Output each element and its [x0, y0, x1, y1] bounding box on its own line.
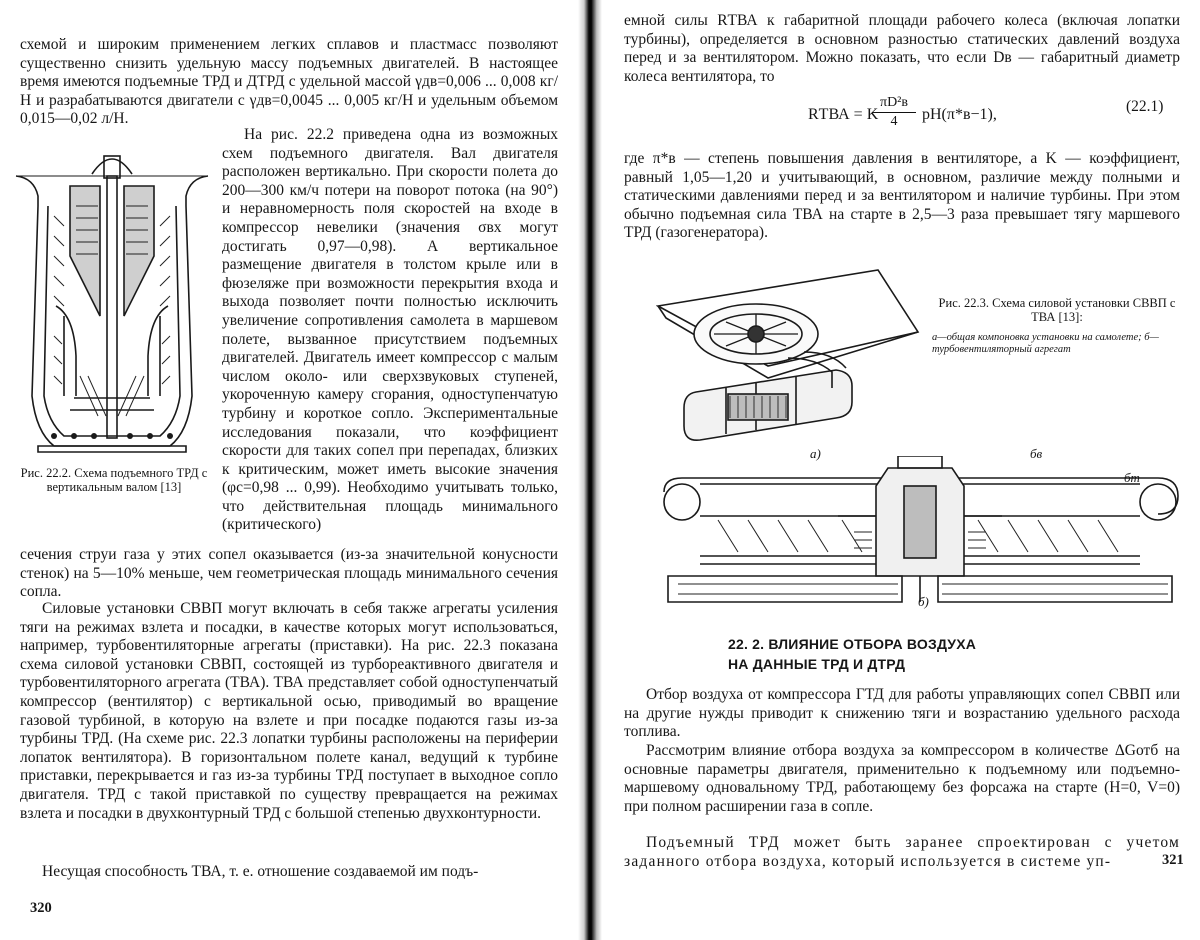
left-top-paragraph-text: схемой и широким применением легких сплавов и пластмасс позволяют существенно снизить удельную массу подъемных двигателей. В настоящее время имеются подъемные ТРД и ДТРД с удельной массой γдв=0,006 ... 0,008 кг/Н и разрабатываются двигатели с γдв=0,0045 ... 0,005 кг/Н и удельным объемом 0,015—0,02 л/Н. [20, 36, 558, 128]
formula-rhs: pН(π*в−1), [922, 106, 997, 123]
right-paragraph-3-text: Подъемный ТРД может быть заранее спроектирован с учетом заданного отбора воздуха, который используется в системе уп- [624, 834, 1180, 870]
formula-lhs: RТВА = K [808, 106, 879, 123]
book-spine [578, 0, 602, 940]
figure-22-3-legend-text: а—общая компоновка установки на самолете; б—турбовентиляторный агрегат [932, 332, 1159, 355]
right-top-paragraph-text: емной силы RТВА к габаритной площади рабочего колеса (включая лопатки турбины), определяется в основном разностью статических давлений воздуха перед и за вентилятором. Можно показать, что если Dв — габаритный диаметр колеса вентилятора, то [624, 12, 1180, 85]
formula-number: (22.1) [1126, 98, 1164, 115]
figure-22-3-caption-text: Рис. 22.3. Схема силовой установки СВВП с ТВА [13]: [938, 296, 1176, 324]
formula-22-1 [808, 94, 1028, 138]
formula-fraction [872, 94, 916, 131]
section-heading-line-1: 22. 2. ВЛИЯНИЕ ОТБОРА ВОЗДУХА [728, 636, 977, 652]
figure-22-3b [658, 456, 1182, 604]
label-bt: бт [1124, 470, 1140, 485]
right-paragraph-2 [624, 742, 1180, 816]
figure-22-2-caption [16, 466, 212, 494]
left-continuation-text: сечения струи газа у этих сопел оказывается (из-за значительной конусности стенок) на 5—10% меньше, чем геометрическая площадь минимального сечения сопла. [20, 546, 558, 601]
left-continuation [20, 546, 558, 602]
left-top-paragraph [20, 36, 558, 129]
formula-denominator: 4 [890, 114, 898, 129]
left-wrap-paragraph [222, 126, 558, 535]
left-page-number: 320 [30, 900, 52, 916]
figure-22-3a-label: а) [810, 446, 821, 461]
section-heading [728, 634, 1088, 674]
aircraft-installation-drawing [656, 262, 946, 462]
left-paragraph-3 [20, 863, 558, 882]
formula-numerator: πD²в [872, 94, 916, 113]
right-page [602, 0, 1200, 940]
right-top-paragraph [624, 12, 1180, 86]
right-after-formula [624, 150, 1180, 243]
right-page-number: 321 [1162, 852, 1184, 868]
figure-22-2-caption-text: Рис. 22.2. Схема подъемного ТРД с вертикальным валом [13] [20, 466, 208, 494]
figure-22-3a [656, 262, 946, 462]
right-paragraph-3 [624, 834, 1180, 871]
left-page [0, 0, 578, 940]
right-paragraph-1 [624, 686, 1180, 742]
lift-engine-drawing [14, 146, 210, 462]
figure-22-3-legend [932, 332, 1184, 356]
left-paragraph-2-text: Силовые установки СВВП могут включать в себя также агрегаты усиления тяги на режимах взлета и посадки, в качестве которых могут использоваться, например, турбовентиляторные агрегаты (приставки). На рис. 22.3 показана схема силовой установки СВВП, состоящей из турбореактивного двигателя и турбовентиляторного агрегата (ТВА). ТВА представляет собой одноступенчатый компрессор (вентилятор) с вертикальной осью, приводимый во вращение газовой турбиной, в которую на взлете и при посадке подаются газы из-за турбины ТРД. (На схеме рис. 22.3 лопатки турбины расположены на периферии лопаток вентилятора). В горизонтальном полете канал, ведущий к турбине приставки, перекрывается и газ из-за турбины ТРД поступает в выходное сопло двигателя. ТРД с такой приставкой по существу превращается на режимах взлета и посадки в двухконтурный ТРД с большой степенью двухконтурности. [20, 600, 558, 822]
right-paragraph-1-text: Отбор воздуха от компрессора ГТД для работы управляющих сопел СВВП или на другие нужды приводит к снижению тяги и возрастанию удельного расхода топлива. [624, 686, 1180, 741]
section-heading-line-2: НА ДАННЫЕ ТРД И ДТРД [728, 656, 906, 672]
turbofan-unit-drawing [658, 456, 1182, 604]
figure-22-3b-label: б) [918, 594, 929, 609]
left-wrap-paragraph-text: На рис. 22.2 приведена одна из возможных схем подъемного двигателя. Вал двигателя расположен вертикально. При скорости полета до 200—300 км/ч потери на поворот потока (на 90°) и неравномерность поля скоростей на входе в компрессор невелики (значения σвх могут достигать 0,97—0,98). А вертикальное размещение двигателя в толстом крыле или в фюзеляже при возможности перекрытия входа и выхода позволяет почти полностью исключить увеличение сопротивления самолета в маршевом полете, вызванное присутствием подъемных двигателей. Двигатель имеет компрессор с малым числом около- или сверхзвуковых ступеней, укороченную камеру сгорания, одноступенчатую турбину и короткое сопло. Экспериментальные исследования показали, что коэффициент скорости для таких сопел при перепадах, близких к критическим, может иметь высокие значения (φс=0,98 ... 0,99). Необходимо учитывать только, что действительная площадь минимального (критического) [222, 126, 558, 534]
left-paragraph-3-text: Несущая способность ТВА, т. е. отношение создаваемой им подъ- [42, 863, 479, 880]
label-bv: бв [1030, 446, 1043, 461]
figure-22-2 [14, 146, 210, 462]
left-paragraph-2 [20, 600, 558, 823]
figure-22-3-caption [930, 296, 1184, 324]
right-after-formula-text: где π*в — степень повышения давления в вентиляторе, а K — коэффициент, равный 1,05—1,20 и учитывающий, в основном, различие между полными и статическими давлениями перед и за вентилятором и наличие турбины. При этом обычно подъемная сила ТВА на старте в 2,5—3 раза превышает тягу маршевого ТРД (газогенератора). [624, 150, 1180, 242]
right-paragraph-2-text: Рассмотрим влияние отбора воздуха за компрессором в количестве ΔGотб на основные параметры двигателя, применительно к подъемному или подъемно-маршевому одновальному ТРД, работающему без форсажа на старте (H=0, V=0) при полном расширении газа в сопле. [624, 742, 1180, 815]
